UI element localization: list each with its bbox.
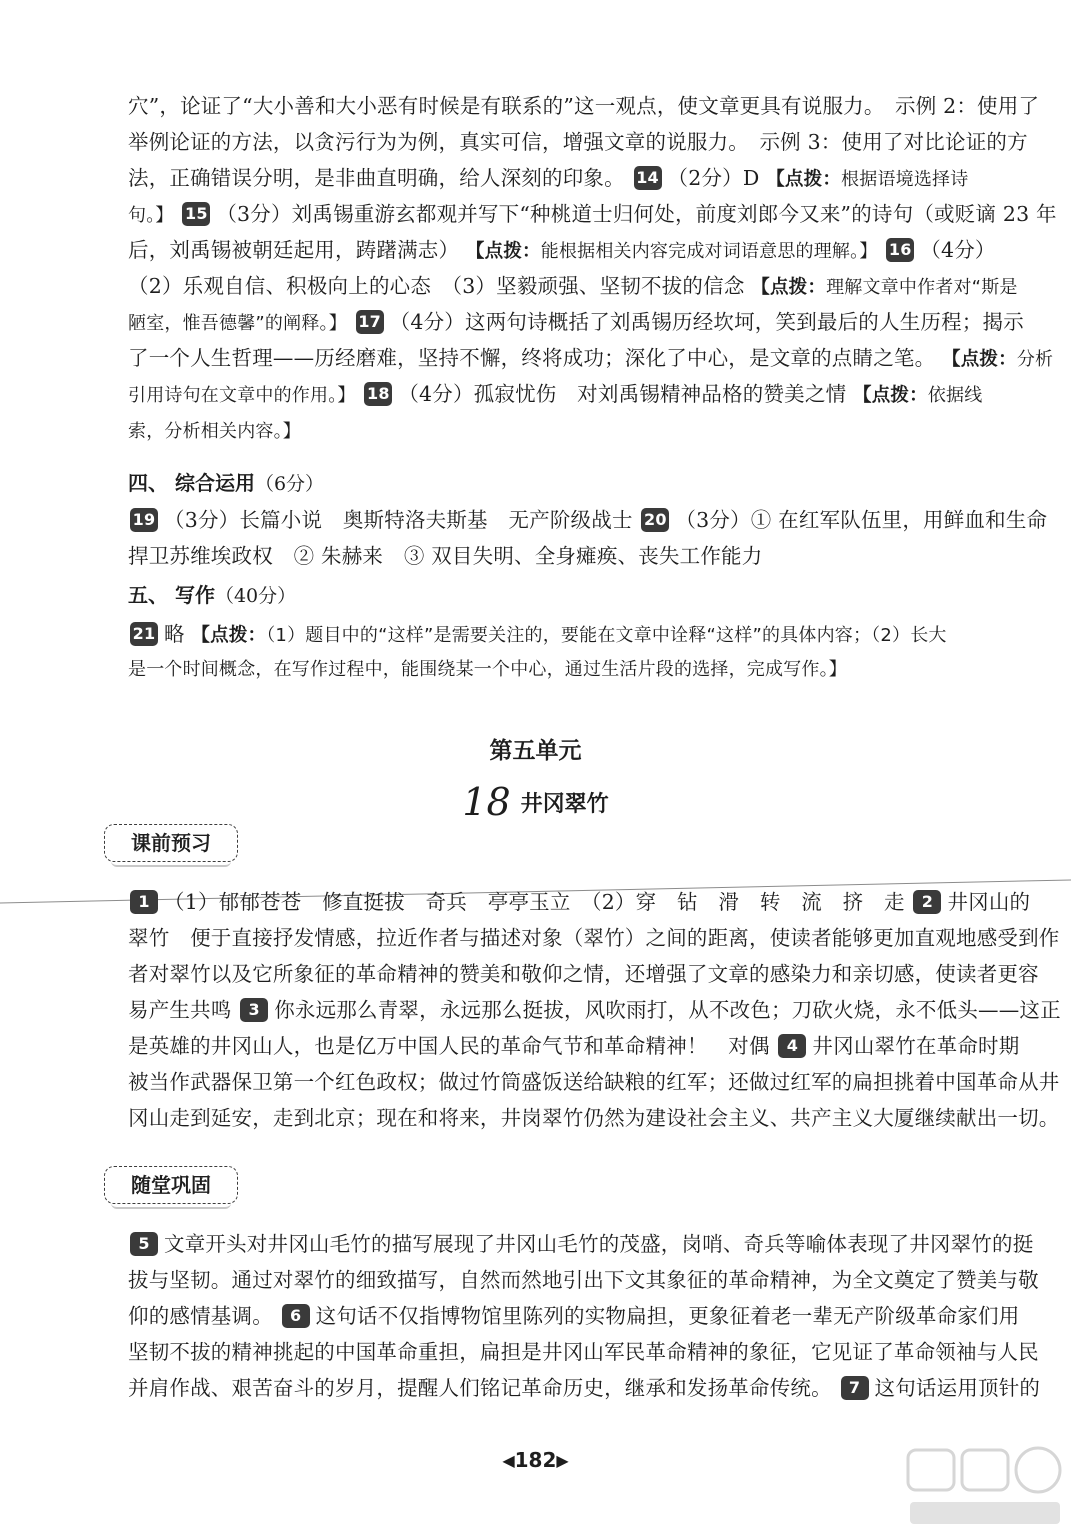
text-line: 坚韧不拔的精神挑起的中国革命重担，扁担是井冈山军民革命精神的象征，它见证了革命领袖与人民 [128,1340,1039,1364]
watermark-logo [900,1440,1071,1536]
section-4-answers [128,502,1048,574]
section-4-heading: 四、 综合运用（6分） [128,471,325,495]
text-line: 是英雄的井冈山人，也是亿万中国人民的革命气节和革命精神！ 对偶 4 井冈山翠竹在革命时期 [128,1034,1020,1058]
text-line: 翠竹 便于直接抒发情感，拉近作者与描述对象（翠竹）之间的距离，使读者能够更加直观地感受到作 [128,926,1060,950]
text-line: 索，分析相关内容。】 [128,421,301,442]
question-number-18: 18 [364,382,392,406]
text-line: 5 文章开头对井冈山毛竹的描写展现了井冈山毛竹的茂盛，岗哨、奇兵等喻体表现了井冈翠竹的挺 [128,1226,1000,1262]
question-number-2: 2 [913,890,941,914]
text-line: 并肩作战、艰苦奋斗的岁月，提醒人们铭记革命历史，继承和发扬革命传统。 7 这句话运用顶针的 [128,1376,1041,1400]
question-number-3: 3 [240,998,268,1022]
consolidate-tag: 随堂巩固 [104,1166,238,1204]
text-line: 穴”，论证了“大小善和大小恶有时候是有联系的”这一观点，使文章更具有说服力。 示例 2：使用了 [128,94,1040,118]
left-triangle-icon: ◀ [502,1451,515,1470]
question-number-1: 1 [130,890,158,914]
text-line: 陋室，惟吾德馨”的阐释。】 17 （4分）这两句诗概括了刘禹锡历经坎坷，笑到最后的人生历程；揭示 [128,310,1024,334]
question-number-20: 20 [641,508,669,532]
preview-tag: 课前预习 [104,824,238,862]
text-line: 是一个时间概念，在写作过程中，能围绕某一个中心，通过生活片段的选择，完成写作。】 [128,659,847,680]
question-number-21: 21 [130,622,158,646]
question-number-16: 16 [886,238,914,262]
question-number-6: 6 [282,1304,310,1328]
section-5-answers [128,616,1000,688]
question-number-4: 4 [778,1034,806,1058]
text-line: 仰的感情基调。 6 这句话不仅指博物馆里陈列的实物扁担，更象征着老一辈无产阶级革命家们用 [128,1304,1020,1328]
question-number-5: 5 [130,1232,158,1256]
text-line: 者对翠竹以及它所象征的革命精神的赞美和敬仰之情，还增强了文章的感染力和亲切感，使读者更容 [128,962,1039,986]
text-line: 易产生共鸣 3 你永远那么青翠，永远那么挺拔，风吹雨打，从不改色；刀砍火烧，永不低头——这正 [128,998,1061,1022]
text-line: 引用诗句在文章中的作用。】 18 （4分）孤寂忧伤 对刘禹锡精神品格的赞美之情 【点拨：依据线 [128,382,983,406]
text-line: 后，刘禹锡被朝廷起用，踌躇满志） 【点拨：能根据相关内容完成对词语意思的理解。】 16 （4分） [128,238,996,262]
lesson-title: 18 井冈翠竹 [462,780,609,824]
hint-label: 【点拨： [942,349,1017,370]
text-line: 捍卫苏维埃政权 ② 朱赫来 ③ 双目失明、全身瘫痪、丧失工作能力 [128,544,763,568]
text-line: 拔与坚韧。通过对翠竹的细致描写，自然而然地引出下文其象征的革命精神，为全文奠定了赞美与敬 [128,1268,1039,1292]
text-line: 21 略 【点拨：（1）题目中的“这样”是需要关注的，要能在文章中诠释“这样”的具体内容；（2）长大 [128,616,1000,652]
question-number-17: 17 [356,310,384,334]
text-line: 19 （3分）长篇小说 奥斯特洛夫斯基 无产阶级战士 20 （3分）① 在红军队伍里，用鲜血和生命 [128,502,1000,538]
right-triangle-icon: ▶ [556,1451,569,1470]
section-5-heading: 五、 写作（40分） [128,583,297,607]
text-line: （2）乐观自信、积极向上的心态 （3）坚毅顽强、坚韧不拔的信念 【点拨：理解文章中作者对“斯是 [128,274,1018,298]
top-answers [128,88,1057,448]
text-line: 句。】 15 （3分）刘禹锡重游玄都观并写下“种桃道士归何处，前度刘郎今又来”的诗句（或贬谪 23 年 [128,202,1057,226]
text-line: 被当作武器保卫第一个红色政权；做过竹筒盛饭送给缺粮的红军；还做过红军的扁担挑着中国革命从井 [128,1070,1060,1094]
text-line: 了一个人生哲理——历经磨难，坚持不懈，终将成功；深化了中心，是文章的点睛之笔。 【点拨：分析 [128,346,1054,370]
text-line: 冈山走到延安，走到北京；现在和将来，井岗翠竹仍然为建设社会主义、共产主义大厦继续献出一切。 [128,1106,1060,1130]
lesson-number: 18 [462,780,511,824]
hint-label: 【点拨： [191,625,267,646]
text-line: 举例论证的方法，以贪污行为为例，真实可信，增强文章的说服力。 示例 3：使用了对比论证的方 [128,130,1028,154]
text-line: 1 （1）郁郁苍苍 修直挺拔 奇兵 亭亭玉立 （2）穿 钻 滑 转 流 挤 走 2 井冈山的 [128,884,1000,920]
hint-label: 【点拨： [465,241,541,262]
consolidate-answers [128,1226,1041,1406]
question-number-19: 19 [130,508,158,532]
preview-answers [128,884,1061,1136]
page-number: ◀182▶ [502,1448,569,1472]
unit-title: 第五单元 [489,738,582,764]
text-line: 法，正确错误分明，是非曲直明确，给人深刻的印象。 14 （2分）D 【点拨：根据语境选择诗 [128,166,969,190]
question-number-15: 15 [182,202,210,226]
hint-label: 【点拨： [751,277,827,298]
hint-label: 【点拨： [766,169,842,190]
question-number-7: 7 [841,1376,869,1400]
question-number-14: 14 [634,166,662,190]
hint-label: 【点拨： [853,385,928,406]
